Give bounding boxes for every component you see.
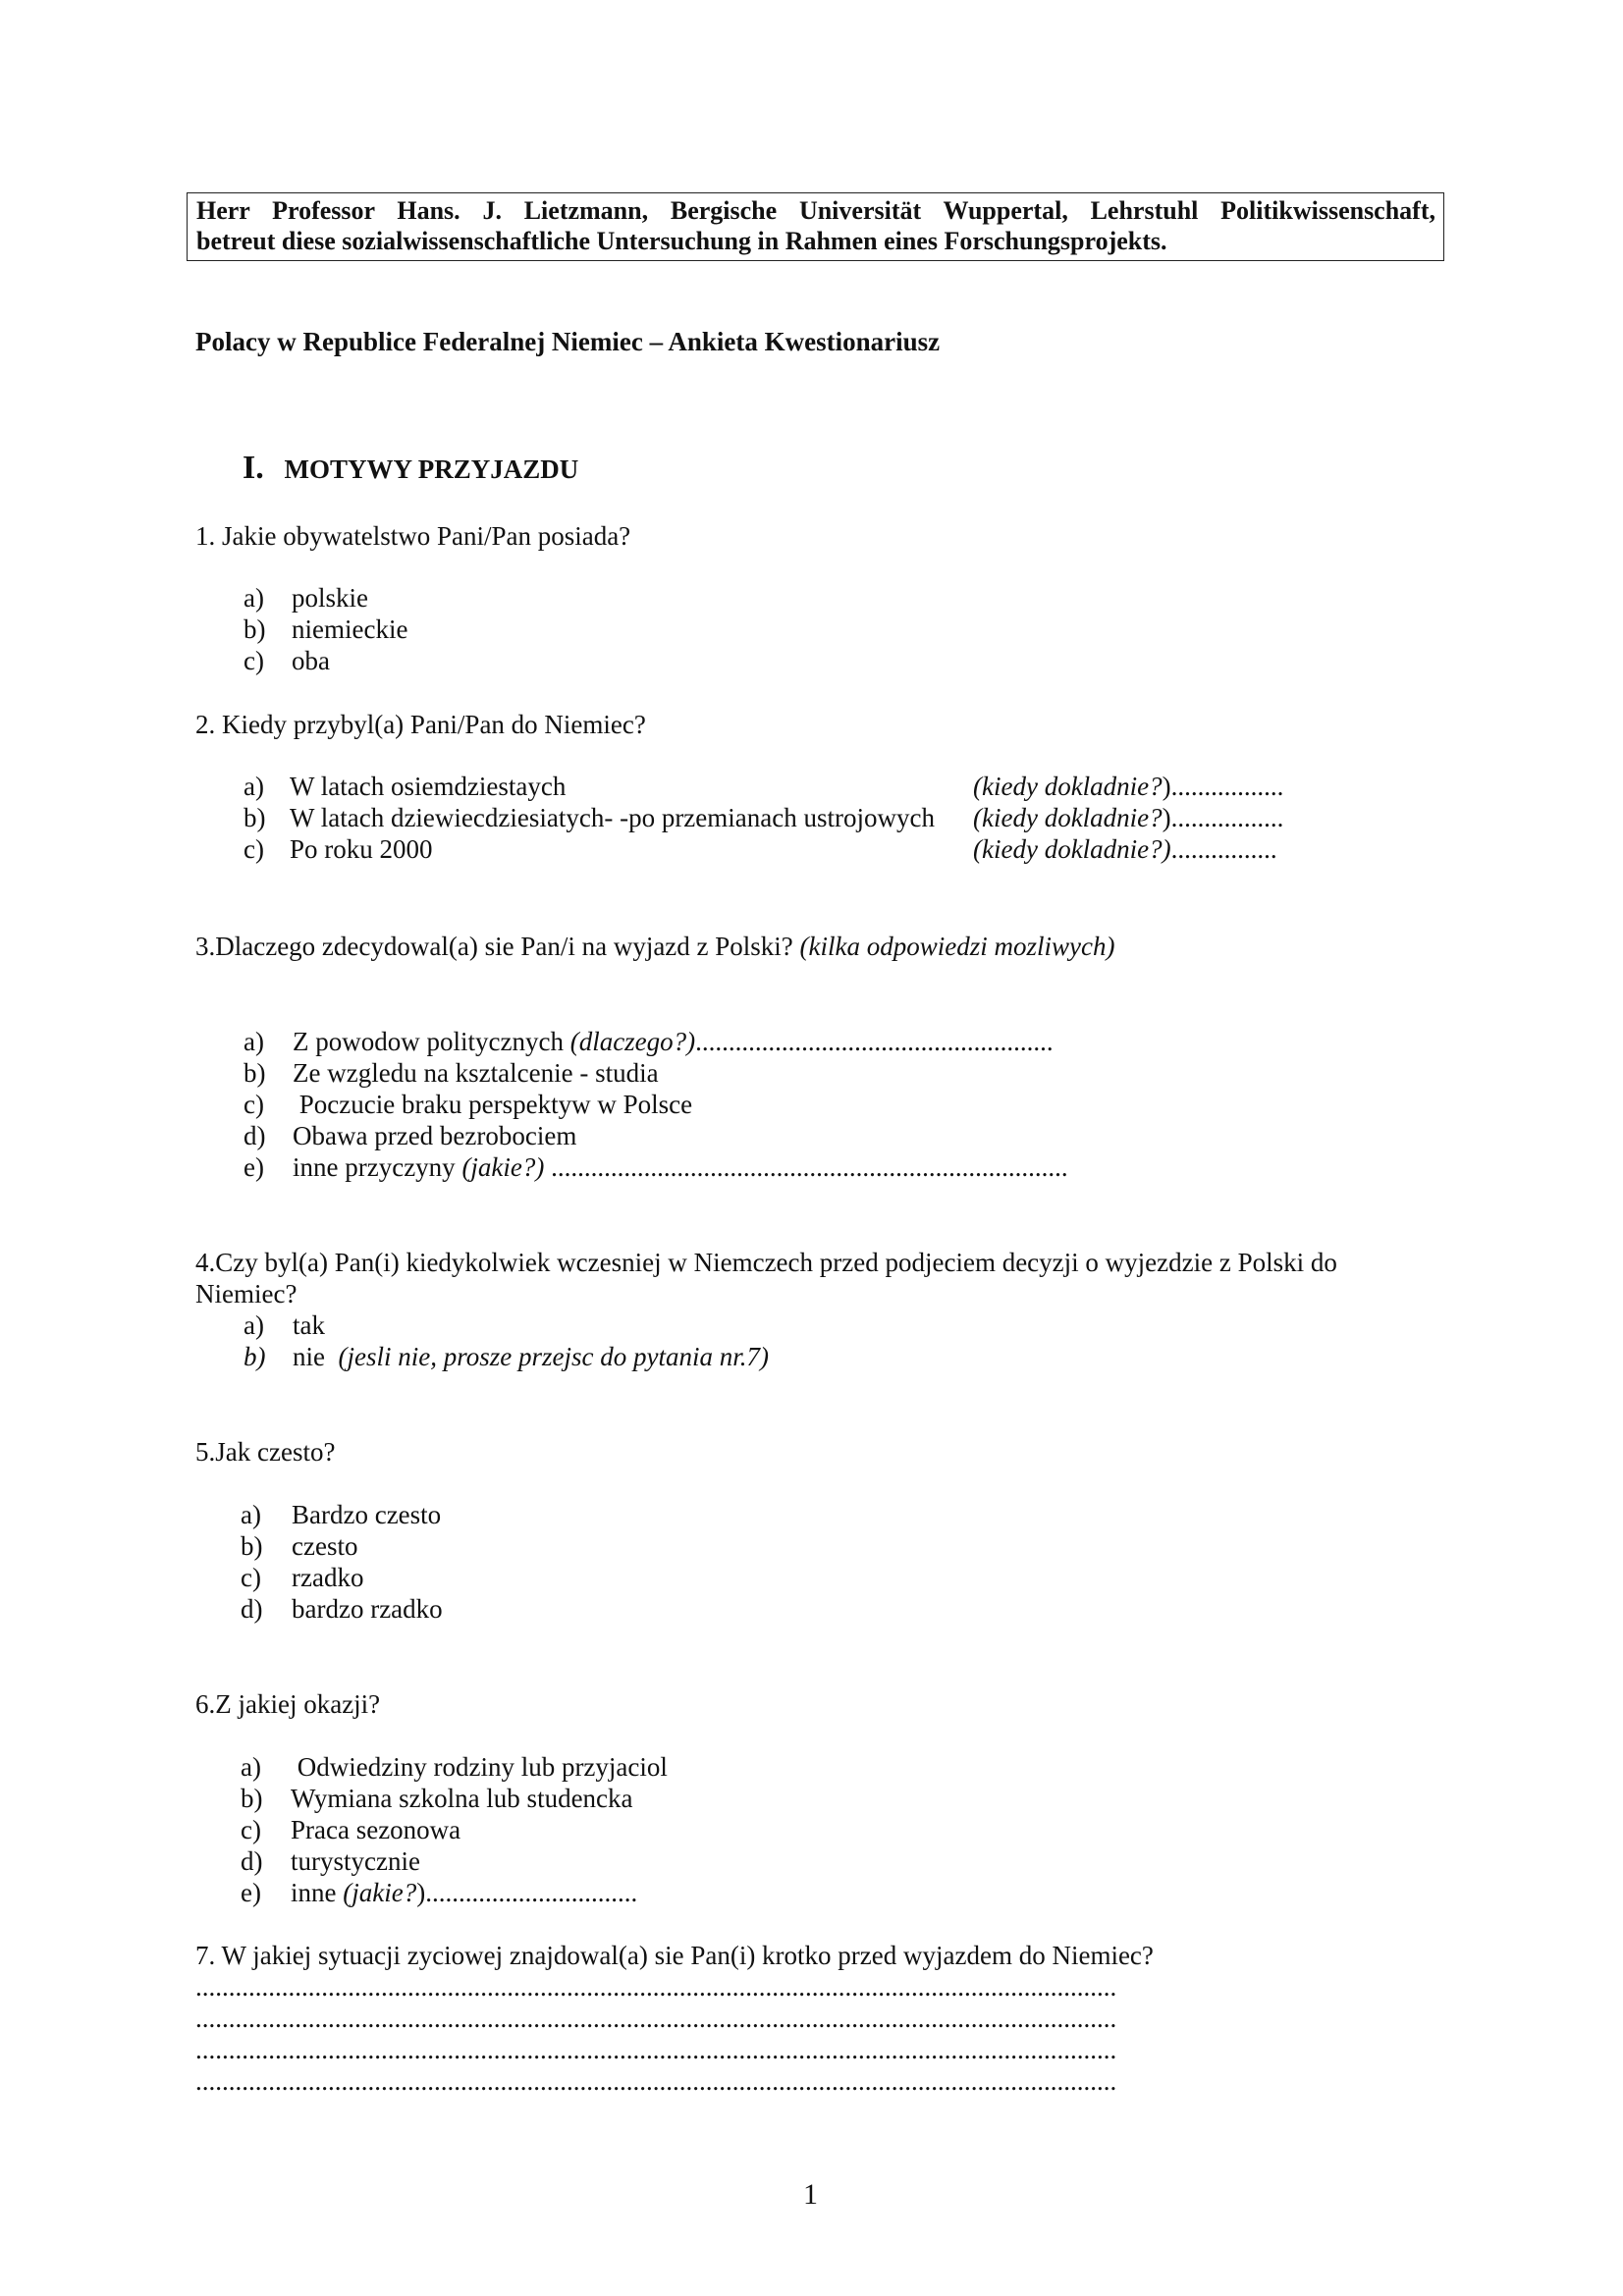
question-4-line-1: 4.Czy byl(a) Pan(i) kiedykolwiek wczesniej w Niemczech przed podjeciem decyzji o wyjezdzie z Polski do xyxy=(195,1248,1337,1277)
q6-option-b-label: b) xyxy=(241,1784,263,1813)
page-number: 1 xyxy=(803,2178,818,2211)
q5-option-d-text: bardzo rzadko xyxy=(292,1594,443,1624)
q3-option-b-label: b) xyxy=(243,1058,266,1088)
q3-option-d-text: Obawa przed bezrobociem xyxy=(293,1121,577,1150)
header-box-line-1: Herr Professor Hans. J. Lietzmann, Bergische Universität Wuppertal, Lehrstuhl Politikwissenschaft, xyxy=(196,196,1435,225)
q1-option-a-label: a) xyxy=(243,583,264,613)
q3-note: (kilka odpowiedzi mozliwych) xyxy=(799,932,1115,961)
q3-option-e-text: inne przyczyny (jakie?) .............................................................................. xyxy=(293,1152,1068,1182)
question-2: 2. Kiedy przybyl(a) Pani/Pan do Niemiec? xyxy=(195,710,646,739)
question-5: 5.Jak czesto? xyxy=(195,1437,336,1467)
q5-option-a-label: a) xyxy=(241,1500,261,1529)
q3-option-a-label: a) xyxy=(243,1027,264,1056)
q5-option-b-label: b) xyxy=(241,1531,263,1561)
q4-option-a-text: tak xyxy=(293,1310,325,1340)
q5-option-b-text: czesto xyxy=(292,1531,358,1561)
q6-option-c-label: c) xyxy=(241,1815,261,1844)
q1-option-c-text: oba xyxy=(292,646,330,675)
q3-option-b-text: Ze wzgledu na ksztalcenie - studia xyxy=(293,1058,659,1088)
question-1: 1. Jakie obywatelstwo Pani/Pan posiada? xyxy=(195,521,631,551)
q1-option-b-label: b) xyxy=(243,614,266,644)
q6-option-b-text: Wymiana szkolna lub studencka xyxy=(291,1784,633,1813)
q3-option-d-label: d) xyxy=(243,1121,266,1150)
q6-option-d-text: turystycznie xyxy=(291,1846,420,1876)
q1-option-a-text: polskie xyxy=(292,583,368,613)
q4-option-b-label: b) xyxy=(243,1342,266,1371)
section-number: I. xyxy=(243,450,264,486)
q5-option-c-text: rzadko xyxy=(292,1563,364,1592)
q2-option-b-label: b) xyxy=(243,803,266,832)
header-box xyxy=(187,192,1444,261)
header-box-line-2: betreut diese sozialwissenschaftliche Untersuchung in Rahmen eines Forschungsprojekts. xyxy=(196,227,1167,255)
question-3: 3.Dlaczego zdecydowal(a) sie Pan/i na wyjazd z Polski? (kilka odpowiedzi mozliwych) xyxy=(195,932,1115,961)
q5-option-a-text: Bardzo czesto xyxy=(292,1500,442,1529)
q5-option-c-label: c) xyxy=(241,1563,261,1592)
q7-answer-line-4: ........................................................................................................................................... xyxy=(195,2066,1117,2096)
q6-option-e-label: e) xyxy=(241,1878,261,1907)
q2-option-a-text: W latach osiemdziestaych xyxy=(290,772,567,801)
q3-option-c-text: Poczucie braku perspektyw w Polsce xyxy=(293,1090,693,1119)
q2-option-c-text: Po roku 2000 xyxy=(290,834,433,864)
section-title: MOTYWY PRZYJAZDU xyxy=(284,454,579,484)
section-heading xyxy=(243,450,579,486)
q3-option-e-label: e) xyxy=(243,1152,264,1182)
q4-option-a-label: a) xyxy=(243,1310,264,1340)
q6-option-e-text: inne (jakie?)................................ xyxy=(291,1878,638,1907)
q3-option-a-text: Z powodow politycznych (dlaczego?)...................................................... xyxy=(293,1027,1054,1056)
q1-option-c-label: c) xyxy=(243,646,264,675)
q2-option-c-label: c) xyxy=(243,834,264,864)
q2-option-b-when: (kiedy dokladnie?)................. xyxy=(973,803,1284,832)
q7-answer-line-3: ........................................................................................................................................... xyxy=(195,2035,1117,2064)
q6-option-c-text: Praca sezonowa xyxy=(291,1815,461,1844)
q2-option-a-label: a) xyxy=(243,772,264,801)
q4-option-b-text: nie (jesli nie, prosze przejsc do pytania nr.7) xyxy=(293,1342,769,1371)
q2-option-a-when: (kiedy dokladnie?)................. xyxy=(973,772,1284,801)
q2-option-c-when: (kiedy dokladnie?)................ xyxy=(973,834,1277,864)
q5-option-d-label: d) xyxy=(241,1594,263,1624)
q3-option-c-label: c) xyxy=(243,1090,264,1119)
q1-option-b-text: niemieckie xyxy=(292,614,408,644)
document-title: Polacy w Republice Federalnej Niemiec – Ankieta Kwestionariusz xyxy=(195,327,941,356)
q7-answer-line-1: ........................................................................................................................................... xyxy=(195,1972,1117,2002)
q6-option-d-label: d) xyxy=(241,1846,263,1876)
q2-option-b-text: W latach dziewiecdziesiatych- -po przemianach ustrojowych xyxy=(290,803,935,832)
question-7: 7. W jakiej sytuacji zyciowej znajdowal(a) sie Pan(i) krotko przed wyjazdem do Niemiec? xyxy=(195,1941,1154,1970)
q6-option-a-label: a) xyxy=(241,1752,261,1782)
question-6: 6.Z jakiej okazji? xyxy=(195,1689,381,1719)
q7-answer-line-2: ........................................................................................................................................... xyxy=(195,2003,1117,2033)
q6-option-a-text: Odwiedziny rodziny lub przyjaciol xyxy=(291,1752,668,1782)
question-4-line-2: Niemiec? xyxy=(195,1279,298,1308)
